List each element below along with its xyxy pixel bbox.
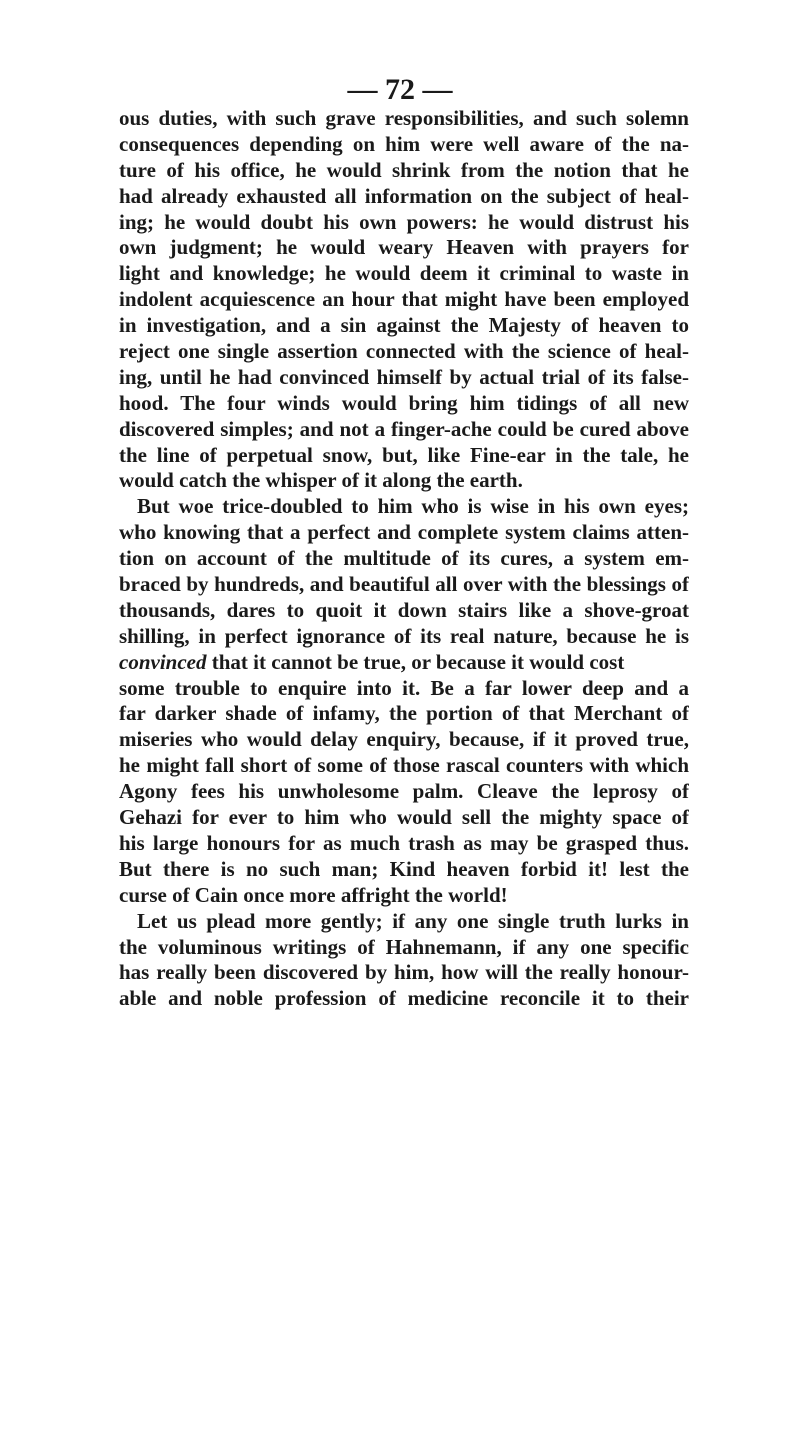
text-line: Gehazi for ever to him who would sell the mighty space of bbox=[119, 805, 689, 830]
paragraph-start-line: But woe trice-doubled to him who is wise in his own eyes; bbox=[137, 494, 689, 519]
text-line: shilling, in perfect ignorance of its real nature, because he is bbox=[119, 623, 689, 648]
text-line: would catch the whisper of it along the earth. bbox=[119, 468, 523, 493]
italic-emphasis: convinced bbox=[119, 649, 207, 674]
text-line: curse of Cain once more affright the world! bbox=[119, 882, 508, 907]
text-line: the line of perpetual snow, but, like Fine-ear in the tale, he bbox=[119, 442, 689, 467]
text-line: ture of his office, he would shrink from the notion that he bbox=[119, 157, 689, 182]
text-line: But there is no such man; Kind heaven forbid it! lest the bbox=[119, 856, 689, 881]
text-line: thousands, dares to quoit it down stairs like a shove-groat bbox=[119, 597, 689, 622]
text-line: his large honours for as much trash as may be grasped thus. bbox=[119, 830, 689, 855]
text-line: discovered simples; and not a finger-ache could be cured above bbox=[119, 416, 689, 441]
text-line: far darker shade of infamy, the portion of that Merchant of bbox=[119, 701, 689, 726]
body-text bbox=[119, 106, 689, 1012]
text-line: in investigation, and a sin against the Majesty of heaven to bbox=[119, 313, 689, 338]
text-line-remainder: that it cannot be true, or because it would cost bbox=[206, 649, 625, 674]
text-line: own judgment; he would weary Heaven with prayers for bbox=[119, 235, 689, 260]
text-line: he might fall short of some of those rascal counters with which bbox=[119, 753, 689, 778]
text-line: hood. The four winds would bring him tidings of all new bbox=[119, 390, 689, 415]
text-line: consequences depending on him were well aware of the na- bbox=[119, 131, 689, 156]
text-line: tion on account of the multitude of its cures, a system em- bbox=[119, 546, 689, 571]
text-line: who knowing that a perfect and complete system claims atten- bbox=[119, 520, 689, 545]
paragraph-start-line: Let us plead more gently; if any one single truth lurks in bbox=[137, 908, 689, 933]
text-line: ous duties, with such grave responsibilities, and such solemn bbox=[119, 106, 689, 130]
text-line: light and knowledge; he would deem it criminal to waste in bbox=[119, 261, 689, 286]
text-line: ing; he would doubt his own powers: he would distrust his bbox=[119, 209, 689, 234]
text-line-mixed bbox=[119, 650, 689, 676]
text-line: able and noble profession of medicine reconcile it to their bbox=[119, 986, 689, 1011]
text-line: ing, until he had convinced himself by actual trial of its false- bbox=[119, 364, 689, 389]
text-line: indolent acquiescence an hour that might have been employed bbox=[119, 287, 689, 312]
text-line: has really been discovered by him, how will the really honour- bbox=[119, 960, 689, 985]
text-line: braced by hundreds, and beautiful all over with the blessings of bbox=[119, 572, 689, 597]
text-line: reject one single assertion connected with the science of heal- bbox=[119, 339, 689, 364]
text-line: some trouble to enquire into it. Be a far lower deep and a bbox=[119, 675, 689, 700]
text-line: the voluminous writings of Hahnemann, if any one specific bbox=[119, 934, 689, 959]
page-number: — 72 — bbox=[347, 73, 453, 106]
text-line: miseries who would delay enquiry, because, if it proved true, bbox=[119, 727, 689, 752]
text-line: Agony fees his unwholesome palm. Cleave the leprosy of bbox=[119, 779, 689, 804]
text-line: had already exhausted all information on the subject of heal- bbox=[119, 183, 689, 208]
